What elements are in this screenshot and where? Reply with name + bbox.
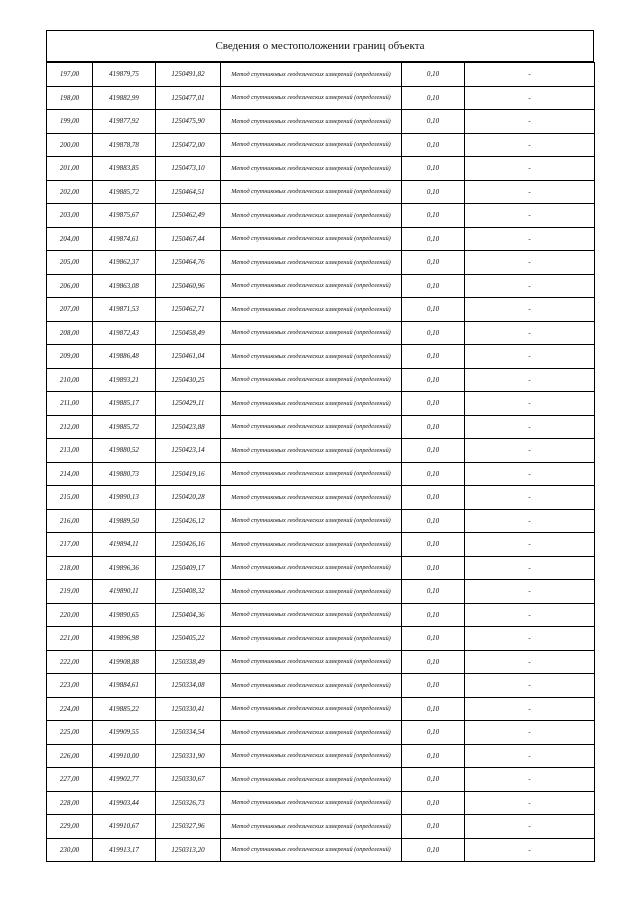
coord-y-cell: 1250472,00 — [156, 133, 221, 157]
coord-x-cell: 419883,85 — [93, 157, 156, 181]
table-row — [47, 157, 595, 181]
description-cell: - — [465, 368, 595, 392]
description-cell: - — [465, 439, 595, 463]
coord-y-cell: 1250408,32 — [156, 580, 221, 604]
method-cell: Метод спутниковых геодезических измерений (определений) — [221, 627, 402, 651]
coord-x-cell: 419880,73 — [93, 462, 156, 486]
point-number-cell: 205,00 — [47, 251, 93, 275]
description-cell: - — [465, 744, 595, 768]
description-cell: - — [465, 415, 595, 439]
coordinates-table — [46, 62, 595, 862]
point-number-cell: 219,00 — [47, 580, 93, 604]
method-cell: Метод спутниковых геодезических измерений (определений) — [221, 815, 402, 839]
point-number-cell: 208,00 — [47, 321, 93, 345]
method-cell: Метод спутниковых геодезических измерений (определений) — [221, 768, 402, 792]
coord-x-cell: 419875,67 — [93, 204, 156, 228]
table-row — [47, 697, 595, 721]
table-row — [47, 509, 595, 533]
method-cell: Метод спутниковых геодезических измерений (определений) — [221, 227, 402, 251]
method-cell: Метод спутниковых геодезических измерений (определений) — [221, 63, 402, 87]
coord-x-cell: 419894,11 — [93, 533, 156, 557]
coord-x-cell: 419863,08 — [93, 274, 156, 298]
method-cell: Метод спутниковых геодезических измерений (определений) — [221, 180, 402, 204]
table-row — [47, 556, 595, 580]
description-cell: - — [465, 768, 595, 792]
coord-x-cell: 419889,50 — [93, 509, 156, 533]
point-number-cell: 217,00 — [47, 533, 93, 557]
accuracy-cell: 0,10 — [402, 368, 465, 392]
accuracy-cell: 0,10 — [402, 298, 465, 322]
coord-x-cell: 419872,43 — [93, 321, 156, 345]
table-row — [47, 721, 595, 745]
point-number-cell: 209,00 — [47, 345, 93, 369]
method-cell: Метод спутниковых геодезических измерений (определений) — [221, 345, 402, 369]
point-number-cell: 204,00 — [47, 227, 93, 251]
coord-x-cell: 419884,61 — [93, 674, 156, 698]
accuracy-cell: 0,10 — [402, 791, 465, 815]
description-cell: - — [465, 486, 595, 510]
coord-x-cell: 419879,75 — [93, 63, 156, 87]
coord-y-cell: 1250326,73 — [156, 791, 221, 815]
coord-x-cell: 419886,48 — [93, 345, 156, 369]
table-row — [47, 838, 595, 862]
description-cell: - — [465, 462, 595, 486]
coord-x-cell: 419913,17 — [93, 838, 156, 862]
accuracy-cell: 0,10 — [402, 486, 465, 510]
description-cell: - — [465, 650, 595, 674]
accuracy-cell: 0,10 — [402, 650, 465, 674]
method-cell: Метод спутниковых геодезических измерений (определений) — [221, 157, 402, 181]
accuracy-cell: 0,10 — [402, 133, 465, 157]
table-row — [47, 368, 595, 392]
coord-x-cell: 419908,88 — [93, 650, 156, 674]
description-cell: - — [465, 838, 595, 862]
coord-y-cell: 1250429,11 — [156, 392, 221, 416]
description-cell: - — [465, 251, 595, 275]
method-cell: Метод спутниковых геодезических измерений (определений) — [221, 133, 402, 157]
accuracy-cell: 0,10 — [402, 556, 465, 580]
point-number-cell: 203,00 — [47, 204, 93, 228]
point-number-cell: 228,00 — [47, 791, 93, 815]
method-cell: Метод спутниковых геодезических измерений (определений) — [221, 580, 402, 604]
coord-y-cell: 1250462,71 — [156, 298, 221, 322]
coordinates-table-body — [47, 63, 595, 862]
coord-y-cell: 1250420,28 — [156, 486, 221, 510]
coord-y-cell: 1250464,51 — [156, 180, 221, 204]
point-number-cell: 201,00 — [47, 157, 93, 181]
table-row — [47, 298, 595, 322]
coord-y-cell: 1250464,76 — [156, 251, 221, 275]
coord-x-cell: 419885,22 — [93, 697, 156, 721]
coord-y-cell: 1250338,49 — [156, 650, 221, 674]
point-number-cell: 226,00 — [47, 744, 93, 768]
method-cell: Метод спутниковых геодезических измерений (определений) — [221, 392, 402, 416]
method-cell: Метод спутниковых геодезических измерений (определений) — [221, 321, 402, 345]
description-cell: - — [465, 791, 595, 815]
description-cell: - — [465, 556, 595, 580]
point-number-cell: 223,00 — [47, 674, 93, 698]
point-number-cell: 230,00 — [47, 838, 93, 862]
accuracy-cell: 0,10 — [402, 768, 465, 792]
table-row — [47, 86, 595, 110]
coord-x-cell: 419890,65 — [93, 603, 156, 627]
point-number-cell: 227,00 — [47, 768, 93, 792]
table-row — [47, 650, 595, 674]
description-cell: - — [465, 157, 595, 181]
point-number-cell: 225,00 — [47, 721, 93, 745]
coord-x-cell: 419890,13 — [93, 486, 156, 510]
coord-y-cell: 1250330,41 — [156, 697, 221, 721]
coord-y-cell: 1250419,16 — [156, 462, 221, 486]
table-row — [47, 63, 595, 87]
table-row — [47, 744, 595, 768]
point-number-cell: 221,00 — [47, 627, 93, 651]
table-row — [47, 603, 595, 627]
method-cell: Метод спутниковых геодезических измерений (определений) — [221, 368, 402, 392]
accuracy-cell: 0,10 — [402, 251, 465, 275]
description-cell: - — [465, 204, 595, 228]
description-cell: - — [465, 603, 595, 627]
method-cell: Метод спутниковых геодезических измерений (определений) — [221, 86, 402, 110]
method-cell: Метод спутниковых геодезических измерений (определений) — [221, 298, 402, 322]
point-number-cell: 213,00 — [47, 439, 93, 463]
description-cell: - — [465, 345, 595, 369]
accuracy-cell: 0,10 — [402, 157, 465, 181]
method-cell: Метод спутниковых геодезических измерений (определений) — [221, 603, 402, 627]
method-cell: Метод спутниковых геодезических измерений (определений) — [221, 674, 402, 698]
description-cell: - — [465, 580, 595, 604]
point-number-cell: 199,00 — [47, 110, 93, 134]
accuracy-cell: 0,10 — [402, 204, 465, 228]
table-row — [47, 791, 595, 815]
method-cell: Метод спутниковых геодезических измерений (определений) — [221, 486, 402, 510]
coord-y-cell: 1250334,54 — [156, 721, 221, 745]
table-row — [47, 180, 595, 204]
point-number-cell: 206,00 — [47, 274, 93, 298]
coord-x-cell: 419910,00 — [93, 744, 156, 768]
point-number-cell: 211,00 — [47, 392, 93, 416]
point-number-cell: 218,00 — [47, 556, 93, 580]
method-cell: Метод спутниковых геодезических измерений (определений) — [221, 533, 402, 557]
table-row — [47, 674, 595, 698]
method-cell: Метод спутниковых геодезических измерений (определений) — [221, 204, 402, 228]
method-cell: Метод спутниковых геодезических измерений (определений) — [221, 462, 402, 486]
point-number-cell: 212,00 — [47, 415, 93, 439]
description-cell: - — [465, 298, 595, 322]
table-row — [47, 580, 595, 604]
coord-y-cell: 1250461,04 — [156, 345, 221, 369]
method-cell: Метод спутниковых геодезических измерений (определений) — [221, 251, 402, 275]
table-row — [47, 274, 595, 298]
coord-x-cell: 419862,37 — [93, 251, 156, 275]
point-number-cell: 197,00 — [47, 63, 93, 87]
method-cell: Метод спутниковых геодезических измерений (определений) — [221, 838, 402, 862]
method-cell: Метод спутниковых геодезических измерений (определений) — [221, 274, 402, 298]
coord-y-cell: 1250330,67 — [156, 768, 221, 792]
accuracy-cell: 0,10 — [402, 274, 465, 298]
coord-x-cell: 419885,72 — [93, 180, 156, 204]
page-title: Сведения о местоположении границ объекта — [46, 30, 594, 62]
coord-y-cell: 1250473,10 — [156, 157, 221, 181]
coord-x-cell: 419885,72 — [93, 415, 156, 439]
accuracy-cell: 0,10 — [402, 392, 465, 416]
coord-x-cell: 419874,61 — [93, 227, 156, 251]
point-number-cell: 215,00 — [47, 486, 93, 510]
accuracy-cell: 0,10 — [402, 721, 465, 745]
table-row — [47, 415, 595, 439]
coord-y-cell: 1250458,49 — [156, 321, 221, 345]
description-cell: - — [465, 227, 595, 251]
description-cell: - — [465, 63, 595, 87]
table-row — [47, 321, 595, 345]
method-cell: Метод спутниковых геодезических измерений (определений) — [221, 509, 402, 533]
description-cell: - — [465, 533, 595, 557]
description-cell: - — [465, 392, 595, 416]
accuracy-cell: 0,10 — [402, 627, 465, 651]
table-row — [47, 627, 595, 651]
coord-y-cell: 1250426,16 — [156, 533, 221, 557]
coord-x-cell: 419882,99 — [93, 86, 156, 110]
accuracy-cell: 0,10 — [402, 227, 465, 251]
coord-y-cell: 1250313,20 — [156, 838, 221, 862]
accuracy-cell: 0,10 — [402, 674, 465, 698]
point-number-cell: 216,00 — [47, 509, 93, 533]
accuracy-cell: 0,10 — [402, 697, 465, 721]
description-cell: - — [465, 274, 595, 298]
coord-y-cell: 1250331,90 — [156, 744, 221, 768]
method-cell: Метод спутниковых геодезических измерений (определений) — [221, 439, 402, 463]
accuracy-cell: 0,10 — [402, 321, 465, 345]
coord-x-cell: 419896,36 — [93, 556, 156, 580]
coord-y-cell: 1250475,90 — [156, 110, 221, 134]
coord-x-cell: 419885,17 — [93, 392, 156, 416]
coord-y-cell: 1250467,44 — [156, 227, 221, 251]
coord-y-cell: 1250430,25 — [156, 368, 221, 392]
description-cell: - — [465, 627, 595, 651]
coord-y-cell: 1250404,36 — [156, 603, 221, 627]
boundary-document — [46, 30, 594, 862]
description-cell: - — [465, 674, 595, 698]
table-row — [47, 462, 595, 486]
point-number-cell: 202,00 — [47, 180, 93, 204]
table-row — [47, 345, 595, 369]
coord-x-cell: 419871,53 — [93, 298, 156, 322]
coord-x-cell: 419877,92 — [93, 110, 156, 134]
accuracy-cell: 0,10 — [402, 533, 465, 557]
coord-y-cell: 1250491,82 — [156, 63, 221, 87]
accuracy-cell: 0,10 — [402, 744, 465, 768]
point-number-cell: 210,00 — [47, 368, 93, 392]
method-cell: Метод спутниковых геодезических измерений (определений) — [221, 791, 402, 815]
coord-y-cell: 1250405,22 — [156, 627, 221, 651]
accuracy-cell: 0,10 — [402, 580, 465, 604]
point-number-cell: 224,00 — [47, 697, 93, 721]
table-row — [47, 815, 595, 839]
accuracy-cell: 0,10 — [402, 345, 465, 369]
accuracy-cell: 0,10 — [402, 603, 465, 627]
method-cell: Метод спутниковых геодезических измерений (определений) — [221, 744, 402, 768]
point-number-cell: 229,00 — [47, 815, 93, 839]
description-cell: - — [465, 86, 595, 110]
accuracy-cell: 0,10 — [402, 439, 465, 463]
description-cell: - — [465, 110, 595, 134]
table-row — [47, 439, 595, 463]
table-row — [47, 204, 595, 228]
coord-x-cell: 419909,55 — [93, 721, 156, 745]
point-number-cell: 198,00 — [47, 86, 93, 110]
accuracy-cell: 0,10 — [402, 110, 465, 134]
coord-x-cell: 419910,67 — [93, 815, 156, 839]
table-row — [47, 133, 595, 157]
coord-y-cell: 1250327,96 — [156, 815, 221, 839]
accuracy-cell: 0,10 — [402, 63, 465, 87]
description-cell: - — [465, 133, 595, 157]
method-cell: Метод спутниковых геодезических измерений (определений) — [221, 556, 402, 580]
coord-x-cell: 419890,11 — [93, 580, 156, 604]
coord-y-cell: 1250334,08 — [156, 674, 221, 698]
method-cell: Метод спутниковых геодезических измерений (определений) — [221, 721, 402, 745]
description-cell: - — [465, 815, 595, 839]
method-cell: Метод спутниковых геодезических измерений (определений) — [221, 697, 402, 721]
coord-x-cell: 419903,44 — [93, 791, 156, 815]
description-cell: - — [465, 697, 595, 721]
point-number-cell: 222,00 — [47, 650, 93, 674]
coord-x-cell: 419893,21 — [93, 368, 156, 392]
coord-y-cell: 1250409,17 — [156, 556, 221, 580]
table-row — [47, 768, 595, 792]
method-cell: Метод спутниковых геодезических измерений (определений) — [221, 650, 402, 674]
coord-y-cell: 1250426,12 — [156, 509, 221, 533]
point-number-cell: 220,00 — [47, 603, 93, 627]
table-row — [47, 533, 595, 557]
coord-x-cell: 419880,52 — [93, 439, 156, 463]
point-number-cell: 207,00 — [47, 298, 93, 322]
coord-x-cell: 419902,77 — [93, 768, 156, 792]
accuracy-cell: 0,10 — [402, 415, 465, 439]
coord-y-cell: 1250423,88 — [156, 415, 221, 439]
coord-x-cell: 419878,78 — [93, 133, 156, 157]
description-cell: - — [465, 321, 595, 345]
point-number-cell: 200,00 — [47, 133, 93, 157]
table-row — [47, 227, 595, 251]
point-number-cell: 214,00 — [47, 462, 93, 486]
description-cell: - — [465, 509, 595, 533]
method-cell: Метод спутниковых геодезических измерений (определений) — [221, 415, 402, 439]
accuracy-cell: 0,10 — [402, 838, 465, 862]
accuracy-cell: 0,10 — [402, 462, 465, 486]
description-cell: - — [465, 180, 595, 204]
description-cell: - — [465, 721, 595, 745]
accuracy-cell: 0,10 — [402, 180, 465, 204]
coord-y-cell: 1250423,14 — [156, 439, 221, 463]
table-row — [47, 110, 595, 134]
table-row — [47, 486, 595, 510]
method-cell: Метод спутниковых геодезических измерений (определений) — [221, 110, 402, 134]
table-row — [47, 392, 595, 416]
coord-y-cell: 1250462,49 — [156, 204, 221, 228]
coord-y-cell: 1250477,01 — [156, 86, 221, 110]
coord-y-cell: 1250460,96 — [156, 274, 221, 298]
coord-x-cell: 419896,98 — [93, 627, 156, 651]
accuracy-cell: 0,10 — [402, 815, 465, 839]
accuracy-cell: 0,10 — [402, 509, 465, 533]
table-row — [47, 251, 595, 275]
accuracy-cell: 0,10 — [402, 86, 465, 110]
